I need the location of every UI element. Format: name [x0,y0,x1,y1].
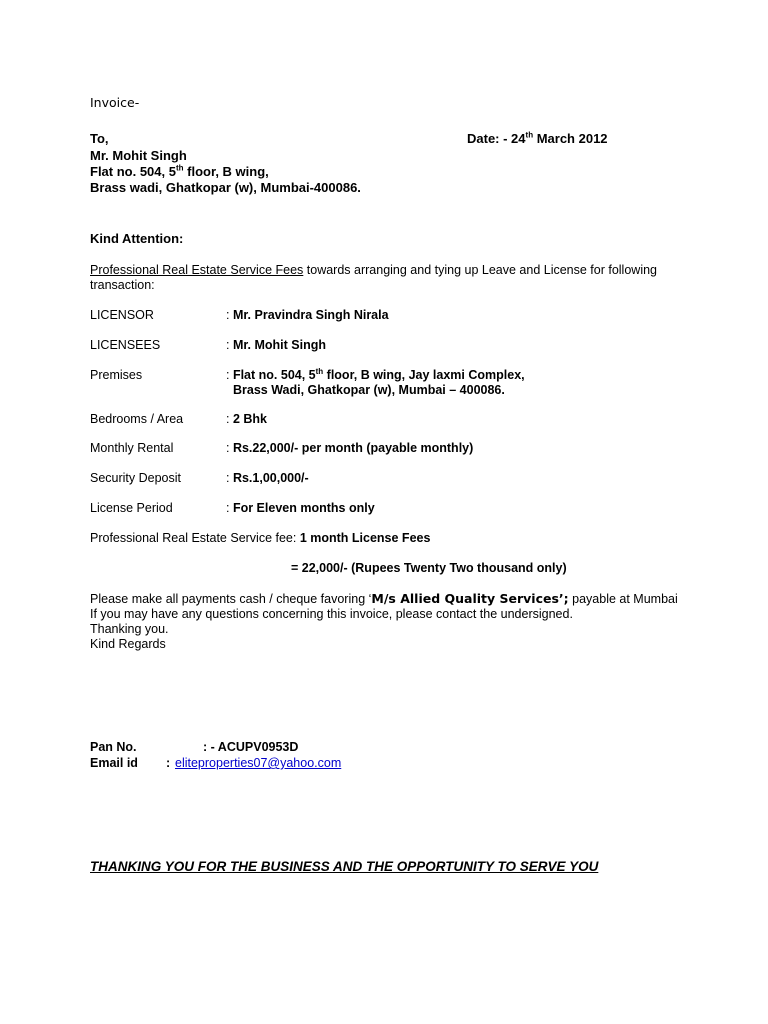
recipient-name: Mr. Mohit Singh [90,148,187,163]
premises-value-line2: Brass Wadi, Ghatkopar (w), Mumbai – 400086. [233,383,505,397]
premises-label: Premises [90,368,143,382]
email-label: Email id [90,756,138,770]
intro-service-fees: Professional Real Estate Service Fees [90,263,304,277]
licensees-label: LICENSEES [90,338,161,352]
licensor-label: LICENSOR [90,308,154,322]
monthly-rental-label: Monthly Rental [90,441,174,455]
license-period-label: License Period [90,501,173,515]
security-deposit-label: Security Deposit [90,471,182,485]
licensees-value: : Mr. Mohit Singh [226,338,326,352]
to-label: To, [90,131,109,146]
bedrooms-label: Bedrooms / Area [90,412,184,426]
recipient-address-line1: Flat no. 504, 5th floor, B wing, [90,163,269,179]
license-period-value: : For Eleven months only [226,501,375,515]
pan-label: Pan No. [90,740,137,754]
recipient-address-line2: Brass wadi, Ghatkopar (w), Mumbai-400086. [90,180,361,195]
intro-paragraph-line2: transaction: [90,278,155,292]
premises-value: : Flat no. 504, 5th floor, B wing, Jay laxmi Complex, [226,366,525,382]
pan-value: : - ACUPV0953D [203,740,299,754]
bedrooms-value: : 2 Bhk [226,412,267,426]
payment-instructions: Please make all payments cash / cheque favoring ‘M/s Allied Quality Services’; payable at Mumbai [90,591,678,606]
invoice-date: Date: - 24th March 2012 [467,130,608,146]
service-fee-amount: = 22,000/- (Rupees Twenty Two thousand only) [291,561,567,575]
email-colon: : [166,756,171,770]
intro-paragraph: Professional Real Estate Service Fees towards arranging and tying up Leave and License for following [90,263,657,277]
email-link[interactable]: eliteproperties07@yahoo.com [175,756,342,770]
closing-banner: THANKING YOU FOR THE BUSINESS AND THE OPPORTUNITY TO SERVE YOU [90,859,599,874]
monthly-rental-value: : Rs.22,000/- per month (payable monthly) [226,441,474,455]
questions-line: If you may have any questions concerning this invoice, please contact the undersigned. [90,607,573,621]
security-deposit-value: : Rs.1,00,000/- [226,471,309,485]
licensor-value: : Mr. Pravindra Singh Nirala [226,308,389,322]
service-fee-line: Professional Real Estate Service fee: 1 month License Fees [90,531,431,545]
kind-attention: Kind Attention: [90,231,184,246]
invoice-label: Invoice- [90,95,140,110]
thanking-line: Thanking you. [90,622,169,636]
kind-regards: Kind Regards [90,637,166,651]
